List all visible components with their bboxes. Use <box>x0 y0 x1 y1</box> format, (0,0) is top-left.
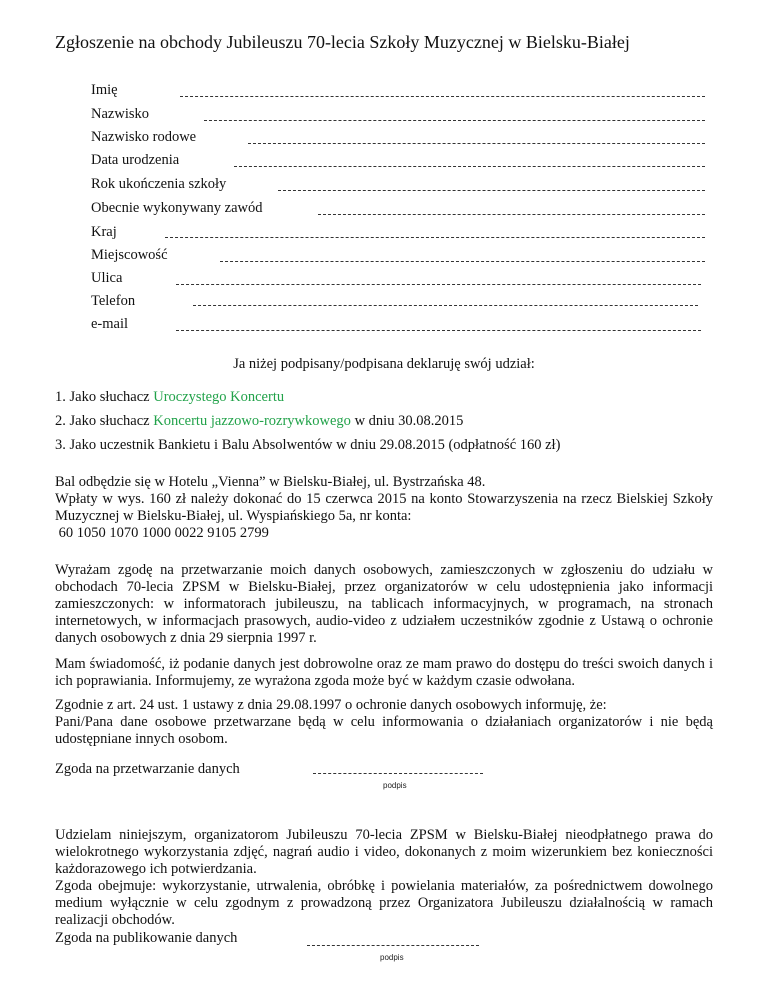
consent-publishing-signature-caption: podpis <box>380 953 404 962</box>
art24-line2: Pani/Pana dane osobowe przetwarzane będą w celu informowania o działaniach organizatorów i nie będą udostępniane innych osobom. <box>55 714 713 747</box>
field-label-last-name: Nazwisko <box>91 106 149 122</box>
art24-paragraph <box>55 697 713 748</box>
option-1-prefix: 1. Jako słuchacz <box>55 389 154 405</box>
consent-processing-signature-caption: podpis <box>383 781 407 790</box>
consent-processing-signature-line[interactable] <box>313 773 483 774</box>
form-title: Zgłoszenie na obchody Jubileuszu 70-lecia Szkoły Muzycznej w Bielsku-Białej <box>55 32 630 52</box>
option-3: 3. Jako uczestnik Bankietu i Balu Absolwentów w dniu 29.08.2015 (odpłatność 160 zł) <box>55 437 561 453</box>
option-2 <box>55 413 463 430</box>
consent-processing-label: Zgoda na przetwarzanie danych <box>55 761 240 777</box>
field-label-maiden-name: Nazwisko rodowe <box>91 129 197 145</box>
field-label-first-name: Imię <box>91 82 118 98</box>
consent-publishing-label: Zgoda na publikowanie danych <box>55 930 238 946</box>
first-name-line[interactable] <box>180 96 705 97</box>
field-label-email: e-mail <box>91 316 129 332</box>
field-label-birth-date: Data urodzenia <box>91 152 180 168</box>
gdpr-paragraph: Wyrażam zgodę na przetwarzanie moich danych osobowych, zamieszczonych w zgłoszeniu do udziału w obchodach 70-lecia ZPSM w Bielsku-Białej, przez organizatorów w celu udostępnienia jako informacji zamieszczonych: w informatorach jubileuszu, na tablicach informacyjnych, w programach, na stronach internetowych, w informacjach prasowych, audio-video z udziałem uczestników zgodnie z Ustawą o ochronie danych osobowych z dnia 29 sierpnia 1997 r. <box>55 562 713 646</box>
maiden-name-line[interactable] <box>248 143 705 144</box>
option-2-prefix: 2. Jako słuchacz <box>55 413 154 429</box>
option-2-suffix: w dniu 30.08.2015 <box>350 413 464 429</box>
image-rights-paragraph <box>55 827 713 929</box>
image-rights-grant: Udzielam niniejszym, organizatorom Jubileuszu 70-lecia ZPSM w Bielsku-Białej nieodpłatnego prawa do wielokrotnego wykorzystania zdjęć, nagrań audio i video, dokonanych z moim wizerunkiem bez konieczności każdorazowego ich potwierdzania. <box>55 827 713 877</box>
field-label-phone: Telefon <box>91 293 136 309</box>
art24-line1: Zgodnie z art. 24 ust. 1 ustawy z dnia 29.08.1997 o ochronie danych osobowych informuję, że: <box>55 697 607 713</box>
graduation-year-line[interactable] <box>278 190 705 191</box>
field-label-street: Ulica <box>91 270 123 286</box>
country-line[interactable] <box>165 237 705 238</box>
ball-account-number: 60 1050 1070 1000 0022 9105 2799 <box>55 525 269 541</box>
option-1-event: Uroczystego Koncertu <box>153 389 285 405</box>
email-line[interactable] <box>176 330 701 331</box>
option-2-event: Koncertu jazzowo-rozrywkowego <box>153 413 351 429</box>
field-label-country: Kraj <box>91 224 117 240</box>
field-label-graduation-year: Rok ukończenia szkoły <box>91 176 227 192</box>
field-label-occupation: Obecnie wykonywany zawód <box>91 200 263 216</box>
birth-date-line[interactable] <box>234 166 705 167</box>
last-name-line[interactable] <box>204 120 705 121</box>
ball-info <box>55 474 713 542</box>
image-rights-scope: Zgoda obejmuje: wykorzystanie, utrwalenia, obróbkę i powielania materiałów, za pośrednictwem dowolnego medium wyłącznie w celu zgodnym z prowadzoną przez Organizatora Jubileuszu działalnością w ramach realizacji obchodów. <box>55 878 713 928</box>
street-line[interactable] <box>176 284 701 285</box>
city-line[interactable] <box>220 261 705 262</box>
option-1 <box>55 389 284 406</box>
ball-payment: Wpłaty w wys. 160 zł należy dokonać do 15 czerwca 2015 na konto Stowarzyszenia na rzecz Bielskiej Szkoły Muzycznej w Bielsku-Białej, ul. Wyspiańskiego 5a, nr konta: <box>55 491 713 524</box>
field-label-city: Miejscowość <box>91 247 168 263</box>
phone-line[interactable] <box>193 305 698 306</box>
awareness-paragraph: Mam świadomość, iż podanie danych jest dobrowolne oraz ze mam prawo do dostępu do treści swoich danych i ich poprawiania. Informujemy, ze wyrażona zgoda może być w każdym czasie odwołana. <box>55 656 713 689</box>
declaration-heading: Ja niżej podpisany/podpisana deklaruję swój udział: <box>233 356 535 372</box>
occupation-line[interactable] <box>318 214 705 215</box>
ball-location: Bal odbędzie się w Hotelu „Vienna” w Bielsku-Białej, ul. Bystrzańska 48. <box>55 474 486 490</box>
consent-publishing-signature-line[interactable] <box>307 945 479 946</box>
